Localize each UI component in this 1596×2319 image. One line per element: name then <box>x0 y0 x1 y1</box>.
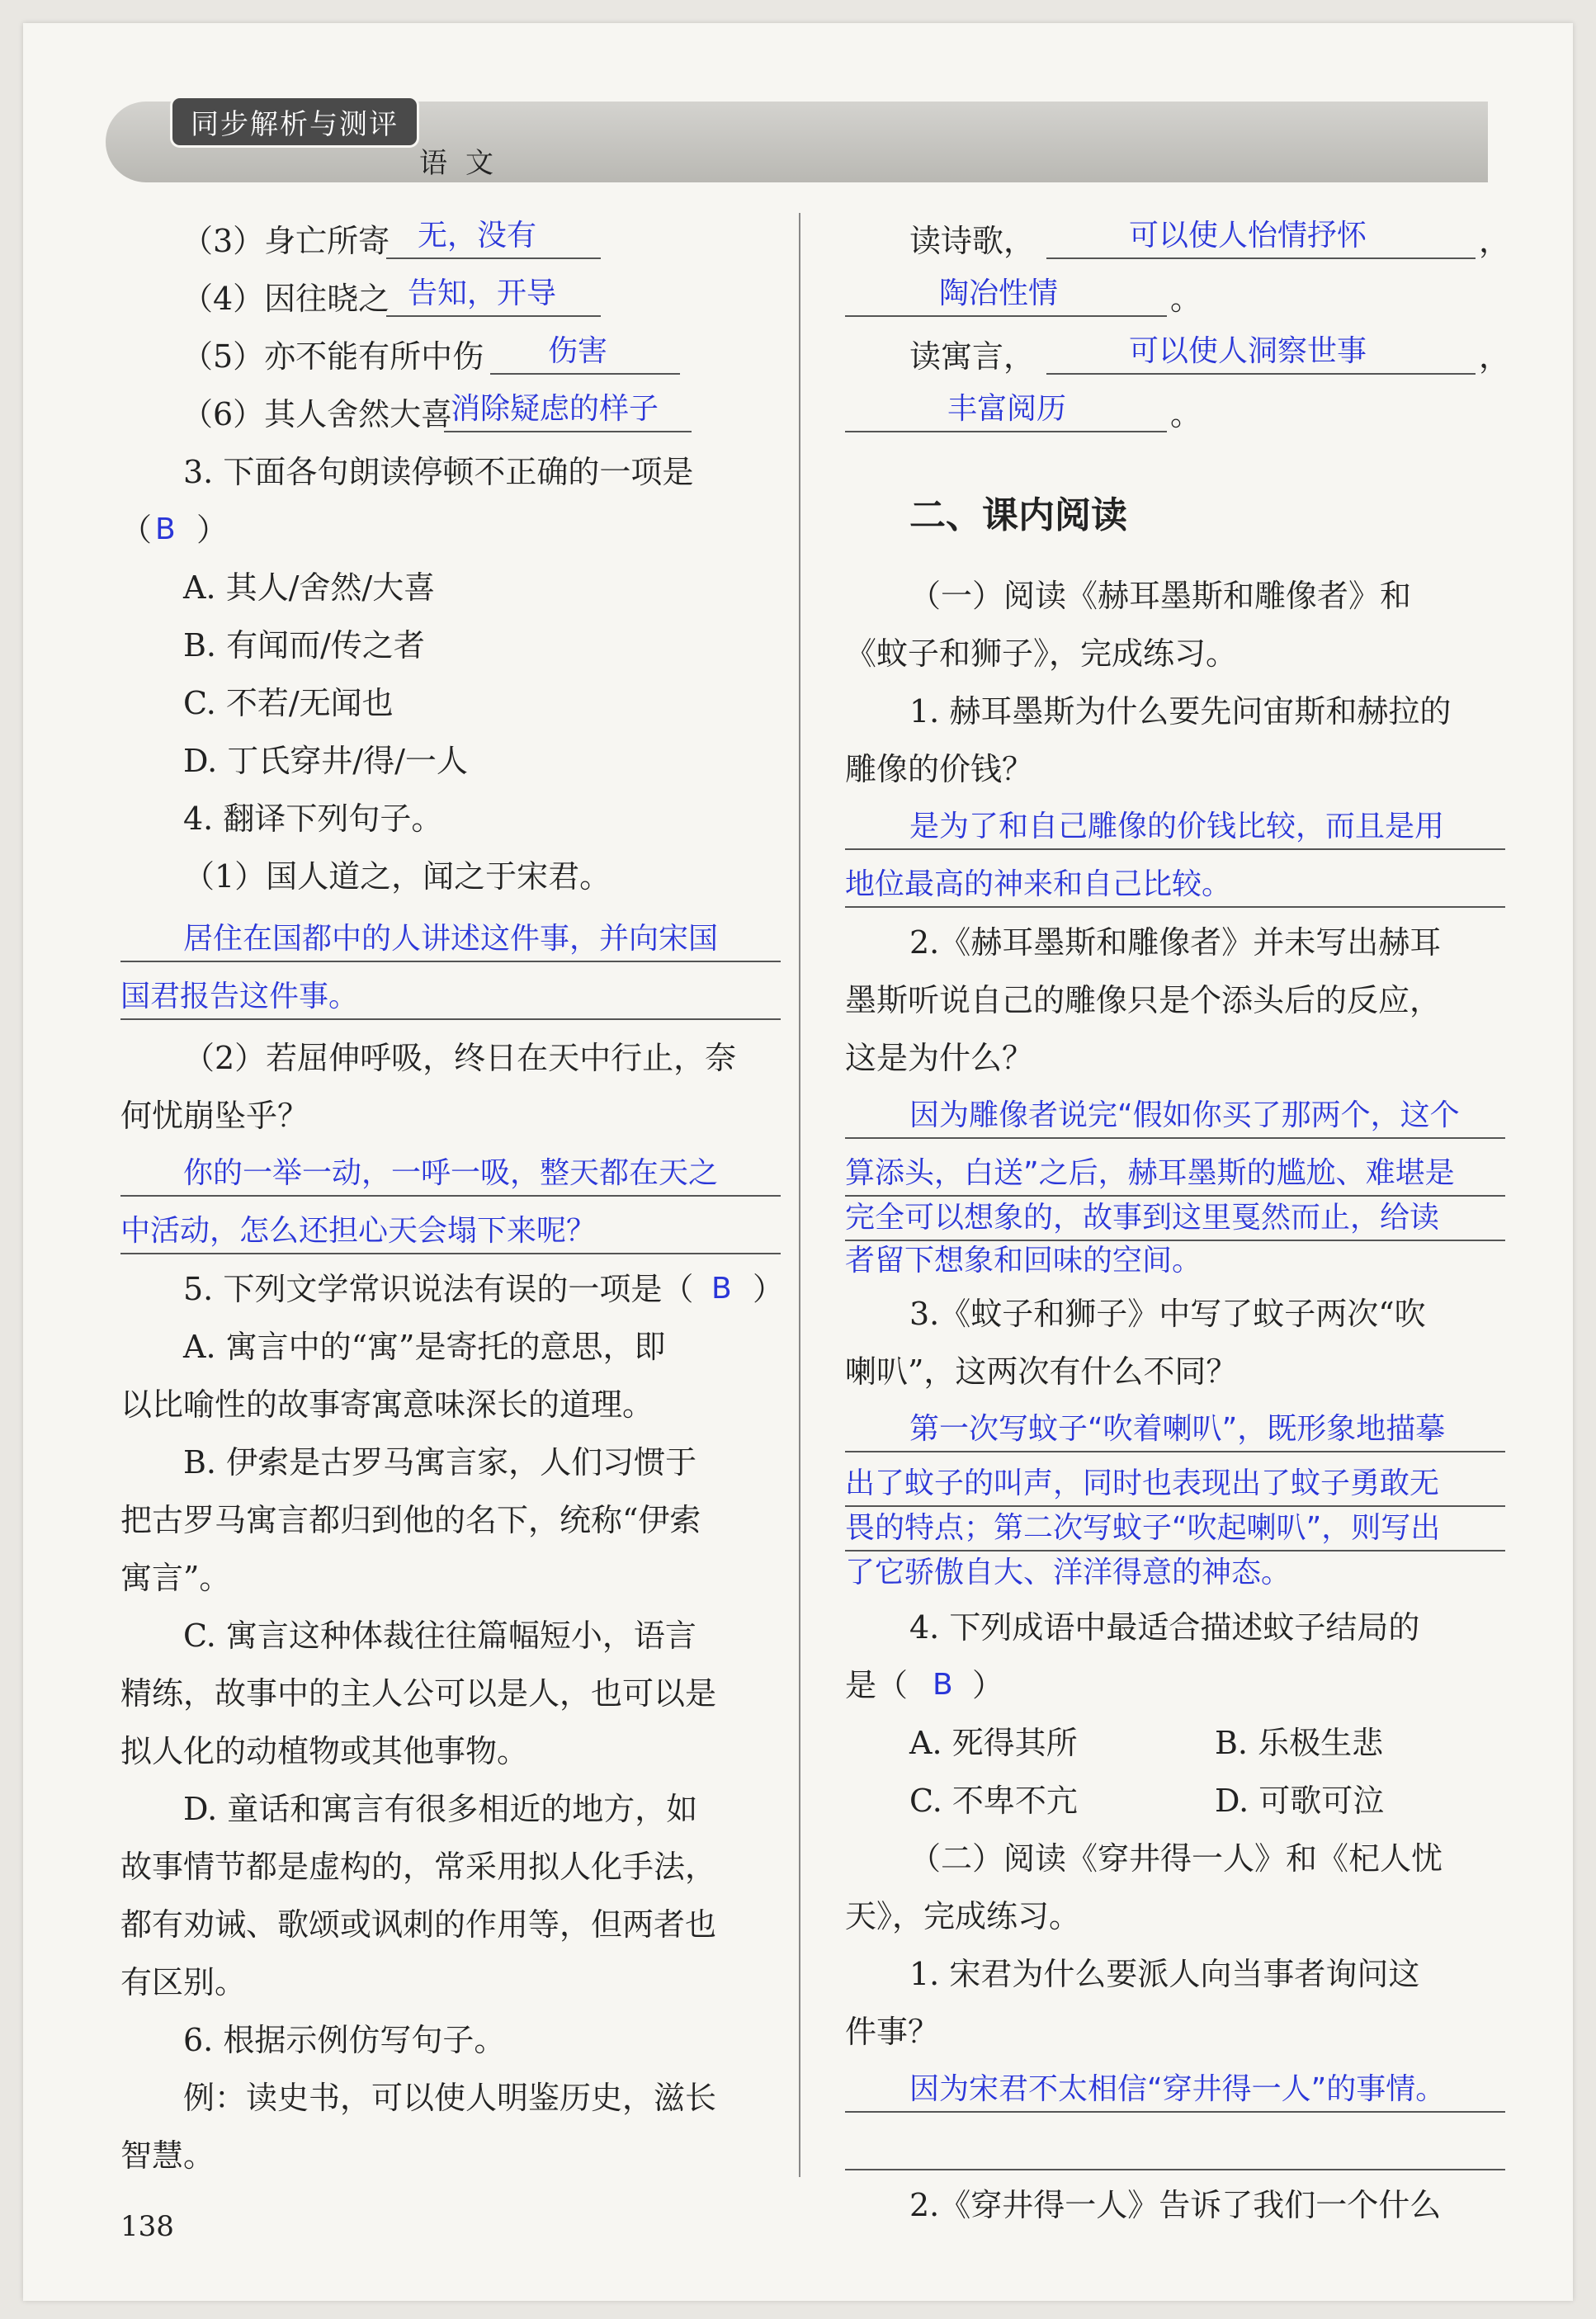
page-number: 138 <box>120 2210 174 2243</box>
part2-q1-line1: 1. 宋君为什么要派人向当事者询问这 <box>909 1956 1420 1992</box>
part1-q3-line1: 3.《蚊子和狮子》中写了蚊子两次“吹 <box>909 1296 1426 1332</box>
q4-answer-2-line1: 你的一举一动，一呼一吸，整天都在天之 <box>183 1156 719 1190</box>
part1-q2-answer-line2: 算添头，白送”之后，赫耳墨斯的尴尬、难堪是 <box>845 1156 1455 1190</box>
q6-stem: 6. 根据示例仿写句子。 <box>183 2022 506 2058</box>
part1-q2-answer-line1: 因为雕像者说完“假如你买了那两个，这个 <box>909 1098 1460 1132</box>
q6-fable-prefix: 读寓言， <box>909 338 1036 375</box>
q4-stem: 4. 翻译下列句子。 <box>183 801 443 837</box>
q6-fable-answer-1: 可以使人洞察世事 <box>1129 334 1367 368</box>
q4-answer-2-line2: 中活动，怎么还担心天会塌下来呢？ <box>120 1214 597 1248</box>
period: 。 <box>1170 281 1202 317</box>
q3-option-b: B. 有闻而/传之者 <box>183 627 425 664</box>
part1-q4-paren-close: ） <box>972 1667 1004 1703</box>
q5-c-line1: C. 寓言这种体裁往往篇幅短小，语言 <box>183 1618 696 1654</box>
answer-line <box>845 1451 1505 1452</box>
q4-sentence-2-line2: 何忧崩坠乎？ <box>120 1098 309 1134</box>
answer-line <box>120 1018 781 1020</box>
q2-item-5: （5）亦不能有所中伤 <box>182 338 484 375</box>
part2-intro-line1: （二）阅读《穿井得一人》和《杞人忧 <box>909 1840 1443 1877</box>
q3-paren-open: （ <box>120 512 153 548</box>
part1-q2-answer-line4: 者留下想象和回味的空间。 <box>845 1244 1202 1278</box>
part1-q4-option-b: B. 乐极生悲 <box>1215 1725 1384 1761</box>
q5-a-line1: A. 寓言中的“寓”是寄托的意思，即 <box>183 1329 666 1365</box>
answer-line <box>845 2169 1505 2170</box>
q5-a-line2: 以比喻性的故事寄寓意味深长的道理。 <box>120 1386 654 1423</box>
part1-intro-line2: 《蚊子和狮子》，完成练习。 <box>845 635 1238 672</box>
part1-q3-line2: 喇叭”，这两次有什么不同？ <box>845 1353 1238 1390</box>
q5-answer: B <box>711 1272 732 1306</box>
q4-sentence-2-line1: （2）若屈伸呼吸，终日在天中行止，奈 <box>183 1040 737 1076</box>
answer-line <box>386 315 601 317</box>
part1-q4-option-a: A. 死得其所 <box>909 1725 1078 1761</box>
q2-item-6: （6）其人舍然大喜 <box>182 396 453 432</box>
q5-stem: 5. 下列文学常识说法有误的一项是（ <box>183 1271 694 1307</box>
answer-line <box>120 1195 781 1197</box>
part1-q4-line2: 是（ <box>845 1667 909 1703</box>
answer-line <box>845 431 1167 432</box>
part2-q1-line2: 件事？ <box>845 2014 940 2050</box>
comma: ， <box>1479 338 1511 375</box>
section-title: 二、课内阅读 <box>909 494 1127 536</box>
q5-d-line1: D. 童话和寓言有很多相近的地方，如 <box>183 1791 698 1827</box>
part1-intro-line1: （一）阅读《赫耳墨斯和雕像者》和 <box>909 578 1412 614</box>
part1-q2-line3: 这是为什么？ <box>845 1040 1034 1076</box>
answer-line <box>1046 373 1476 375</box>
answer-line <box>845 1137 1505 1139</box>
q5-b-line2: 把古罗马寓言都归到他的名下，统称“伊索 <box>120 1502 701 1538</box>
answer-line <box>444 431 692 432</box>
answer-line <box>386 257 601 259</box>
q6-fable-answer-2: 丰富阅历 <box>947 392 1067 426</box>
part1-q1-answer-line2: 地位最高的神来和自己比较。 <box>845 867 1232 901</box>
q2-item-5-answer: 伤害 <box>548 334 608 368</box>
q3-answer: B <box>155 512 176 546</box>
part1-q3-answer-line4: 了它骄傲自大、洋洋得意的神态。 <box>845 1556 1291 1589</box>
part2-q2-line1: 2.《穿井得一人》告诉了我们一个什么 <box>909 2187 1442 2223</box>
part1-q1-answer-line1: 是为了和自己雕像的价钱比较，而且是用 <box>909 810 1445 843</box>
period: 。 <box>1170 396 1202 432</box>
q2-item-6-answer: 消除疑虑的样子 <box>451 392 659 426</box>
part1-q2-answer-line3: 完全可以想象的，故事到这里戛然而止，给读 <box>845 1201 1440 1235</box>
q6-example-line2: 智慧。 <box>120 2137 215 2174</box>
q5-c-line3: 拟人化的动植物或其他事物。 <box>120 1733 529 1769</box>
q6-example-line1: 例：读史书，可以使人明鉴历史，滋长 <box>183 2080 717 2116</box>
answer-line <box>845 1505 1505 1507</box>
part1-q4-option-c: C. 不卑不亢 <box>909 1783 1078 1819</box>
answer-line <box>845 1195 1505 1197</box>
q2-item-4: （4）因往晓之 <box>182 281 390 317</box>
comma: ， <box>1479 223 1511 259</box>
q5-b-line1: B. 伊索是古罗马寓言家，人们习惯于 <box>183 1444 697 1481</box>
column-divider <box>799 213 800 2177</box>
q2-item-3-answer: 无，没有 <box>418 219 537 253</box>
q4-sentence-1: （1）国人道之，闻之于宋君。 <box>183 858 611 895</box>
q3-option-d: D. 丁氏穿井/得/一人 <box>183 743 468 779</box>
part1-q2-line1: 2.《赫耳墨斯和雕像者》并未写出赫耳 <box>909 924 1442 961</box>
q3-option-c: C. 不若/无闻也 <box>183 685 394 721</box>
q5-d-line2: 故事情节都是虚构的，常采用拟人化手法， <box>120 1849 717 1885</box>
part1-q4-option-d: D. 可歌可泣 <box>1215 1783 1385 1819</box>
q3-paren-close: ） <box>196 512 229 548</box>
q6-poetry-prefix: 读诗歌， <box>909 223 1036 259</box>
subject-label: 语文 <box>419 147 512 180</box>
q5-d-line4: 有区别。 <box>120 1964 247 2000</box>
q6-poetry-answer-1: 可以使人怡情抒怀 <box>1129 219 1367 253</box>
answer-line <box>490 373 680 375</box>
part1-q1-line2: 雕像的价钱？ <box>845 751 1034 787</box>
q3-stem: 3. 下面各句朗读停顿不正确的一项是 <box>183 454 694 490</box>
q5-d-line3: 都有劝诫、歌颂或讽刺的作用等，但两者也 <box>120 1906 717 1943</box>
answer-line <box>1046 257 1476 259</box>
answer-line <box>845 906 1505 908</box>
part1-q4-line1: 4. 下列成语中最适合描述蚊子结局的 <box>909 1609 1420 1646</box>
q5-paren-close: ） <box>753 1271 785 1307</box>
part1-q3-answer-line2: 出了蚊子的叫声，同时也表现出了蚊子勇敢无 <box>845 1466 1440 1500</box>
q5-b-line3: 寓言”。 <box>120 1560 231 1596</box>
answer-line <box>120 1253 781 1254</box>
answer-line <box>845 848 1505 850</box>
part2-intro-line2: 天》，完成练习。 <box>845 1898 1081 1934</box>
part2-q1-answer: 因为宋君不太相信“穿井得一人”的事情。 <box>909 2072 1446 2106</box>
q4-answer-1-line1: 居住在国都中的人讲述这件事，并向宋国 <box>183 922 719 956</box>
answer-line <box>845 1550 1505 1552</box>
q2-item-4-answer: 告知，开导 <box>408 276 557 310</box>
q2-item-3: （3）身亡所寄 <box>182 223 390 259</box>
part1-q1-line1: 1. 赫耳墨斯为什么要先问宙斯和赫拉的 <box>909 693 1452 730</box>
q3-option-a: A. 其人/舍然/大喜 <box>183 569 436 606</box>
answer-line <box>120 961 781 962</box>
part1-q3-answer-line1: 第一次写蚊子“吹着喇叭”，既形象地描摹 <box>909 1412 1446 1446</box>
answer-line <box>845 315 1167 317</box>
answer-line <box>845 1240 1505 1241</box>
answer-line <box>845 2111 1505 2113</box>
series-title: 同步解析与测评 <box>170 96 419 148</box>
q4-answer-1-line2: 国君报告这件事。 <box>120 980 359 1013</box>
q6-poetry-answer-2: 陶冶性情 <box>939 276 1059 310</box>
part1-q4-answer: B <box>933 1668 953 1702</box>
workbook-page <box>23 23 1573 2301</box>
part1-q3-answer-line3: 畏的特点；第二次写蚊子“吹起喇叭”，则写出 <box>845 1511 1441 1545</box>
part1-q2-line2: 墨斯听说自己的雕像只是个添头后的反应， <box>845 982 1442 1018</box>
q5-c-line2: 精练，故事中的主人公可以是人，也可以是 <box>120 1675 717 1712</box>
